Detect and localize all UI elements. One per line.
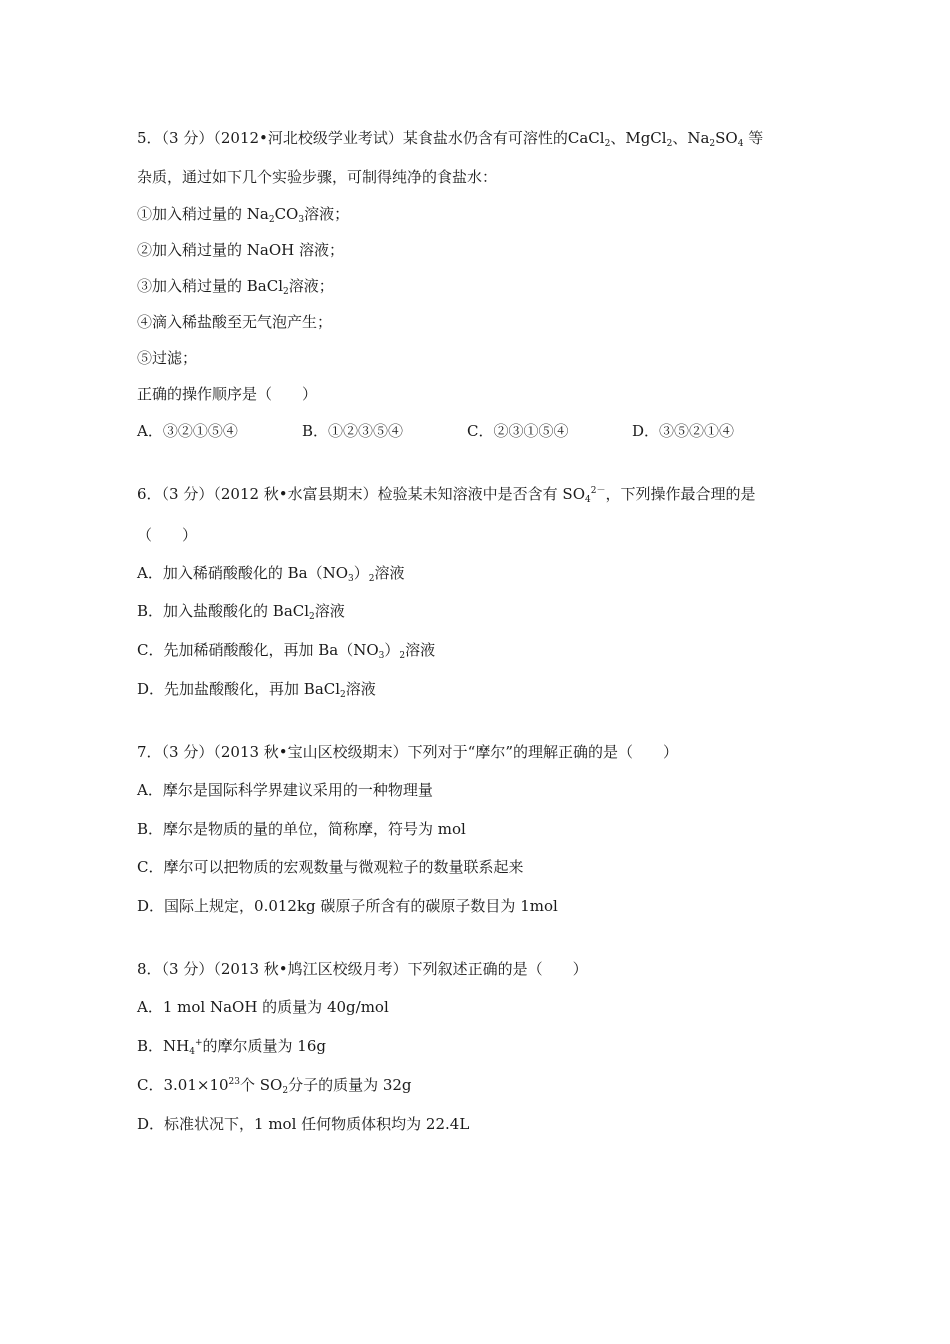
option-text: 分子的质量为 32g xyxy=(288,1076,412,1094)
option-text: A．加入稀硝酸酸化的 Ba（NO xyxy=(137,564,348,582)
option-text: 的摩尔质量为 16g xyxy=(202,1037,326,1055)
stem-text: ，下列操作最合理的是 xyxy=(605,485,756,503)
q7-option-a[interactable]: A．摩尔是国际科学界建议采用的一种物理量 xyxy=(137,781,433,799)
q5-step-5: ⑤过滤； xyxy=(137,349,198,367)
q8-stem: 8．（3 分）（2013 秋•鸠江区校级月考）下列叙述正确的是（ ） xyxy=(137,960,588,978)
q8-option-d[interactable]: D．标准状况下，1 mol 任何物质体积均为 22.4L xyxy=(137,1115,470,1133)
option-text: ） xyxy=(384,641,400,659)
q6-option-c[interactable] xyxy=(137,640,435,660)
option-text: 溶液 xyxy=(405,641,436,659)
option-text: ） xyxy=(353,564,369,582)
formula-mgcl2 xyxy=(625,129,672,147)
q5-option-b[interactable]: B．①②③⑤④ xyxy=(302,422,404,440)
q8-option-c[interactable] xyxy=(137,1075,412,1095)
q5-prefix: 5．（3 分）（2012•河北校级学业考试）某食盐水仍含有可溶性的 xyxy=(137,129,568,147)
option-text: 溶液 xyxy=(314,602,345,620)
subscript: 2 xyxy=(309,612,315,622)
q7-option-c[interactable]: C．摩尔可以把物质的宏观数量与微观粒子的数量联系起来 xyxy=(137,858,524,876)
option-text: B．NH xyxy=(137,1037,190,1055)
option-text: 溶液 xyxy=(345,680,376,698)
separator: 、 xyxy=(672,129,688,147)
q6-stem-line1 xyxy=(137,484,755,504)
option-text: 溶液 xyxy=(374,564,405,582)
q5-step-2: ②加入稍过量的 NaOH 溶液； xyxy=(137,241,344,259)
formula-text: MgCl xyxy=(625,129,667,147)
superscript: + xyxy=(194,1038,203,1048)
step-text: ①加入稍过量的 Na xyxy=(137,205,269,223)
separator: 、 xyxy=(610,129,626,147)
q5-stem-line2: 杂质，通过如下几个实验步骤，可制得纯净的食盐水： xyxy=(137,168,498,186)
q5-step-1 xyxy=(137,204,349,224)
formula-text: Na xyxy=(687,129,710,147)
q6-option-d[interactable] xyxy=(137,679,376,699)
superscript: 23 xyxy=(228,1077,240,1087)
q8-option-b[interactable] xyxy=(137,1036,326,1056)
formula-text: CaCl xyxy=(567,129,605,147)
q5-suffix: 等 xyxy=(743,129,764,147)
q5-step-4: ④滴入稀盐酸至无气泡产生； xyxy=(137,313,333,331)
subscript: 2 xyxy=(666,139,673,149)
formula-na2so4 xyxy=(687,129,743,147)
option-text: D．先加盐酸酸化，再加 BaCl xyxy=(137,680,341,698)
subscript: 2 xyxy=(604,139,611,149)
formula-cacl2 xyxy=(568,129,610,147)
q5-option-a[interactable]: A．③②①⑤④ xyxy=(137,422,238,440)
subscript: 2 xyxy=(399,651,406,661)
q7-option-d[interactable]: D．国际上规定，0.012kg 碳原子所含有的碳原子数目为 1mol xyxy=(137,897,558,915)
subscript: 3 xyxy=(348,574,354,584)
subscript: 4 xyxy=(189,1047,195,1057)
q5-stem-line1 xyxy=(137,128,763,148)
subscript: 2 xyxy=(340,690,346,700)
q5-option-c[interactable]: C．②③①⑤④ xyxy=(467,422,569,440)
q6-stem-line2: （ ） xyxy=(137,526,198,544)
step-text: 溶液； xyxy=(288,277,334,295)
option-text: B．加入盐酸酸化的 BaCl xyxy=(137,602,310,620)
subscript: 2 xyxy=(268,215,275,225)
q6-option-b[interactable] xyxy=(137,601,345,621)
q5-step-3 xyxy=(137,276,334,296)
stem-text: 6．（3 分）（2012 秋•水富县期末）检验某未知溶液中是否含有 SO xyxy=(137,485,585,503)
subscript: 2 xyxy=(709,139,716,149)
subscript: 4 xyxy=(737,139,744,149)
q6-option-a[interactable] xyxy=(137,563,405,583)
step-text: CO xyxy=(274,205,299,223)
q5-prompt: 正确的操作顺序是（ ） xyxy=(137,385,318,403)
subscript: 3 xyxy=(298,215,305,225)
subscript: 4 xyxy=(585,495,591,505)
subscript: 2 xyxy=(282,1086,289,1096)
superscript: 2－ xyxy=(590,486,606,496)
step-text: ③加入稍过量的 BaCl xyxy=(137,277,284,295)
q7-stem: 7．（3 分）（2013 秋•宝山区校级期末）下列对于“摩尔”的理解正确的是（ ） xyxy=(137,743,678,761)
option-text: 个 SO xyxy=(239,1076,283,1094)
option-text: C．3.01×10 xyxy=(137,1076,229,1094)
subscript: 2 xyxy=(283,287,289,297)
q8-option-a[interactable]: A．1 mol NaOH 的质量为 40g/mol xyxy=(137,998,389,1016)
option-text: C．先加稀硝酸酸化，再加 Ba（NO xyxy=(137,641,379,659)
q7-option-b[interactable]: B．摩尔是物质的量的单位，简称摩，符号为 mol xyxy=(137,820,466,838)
q5-option-d[interactable]: D．③⑤②①④ xyxy=(632,422,735,440)
subscript: 2 xyxy=(368,574,375,584)
subscript: 3 xyxy=(378,651,385,661)
formula-text: SO xyxy=(715,129,738,147)
step-text: 溶液； xyxy=(304,205,350,223)
